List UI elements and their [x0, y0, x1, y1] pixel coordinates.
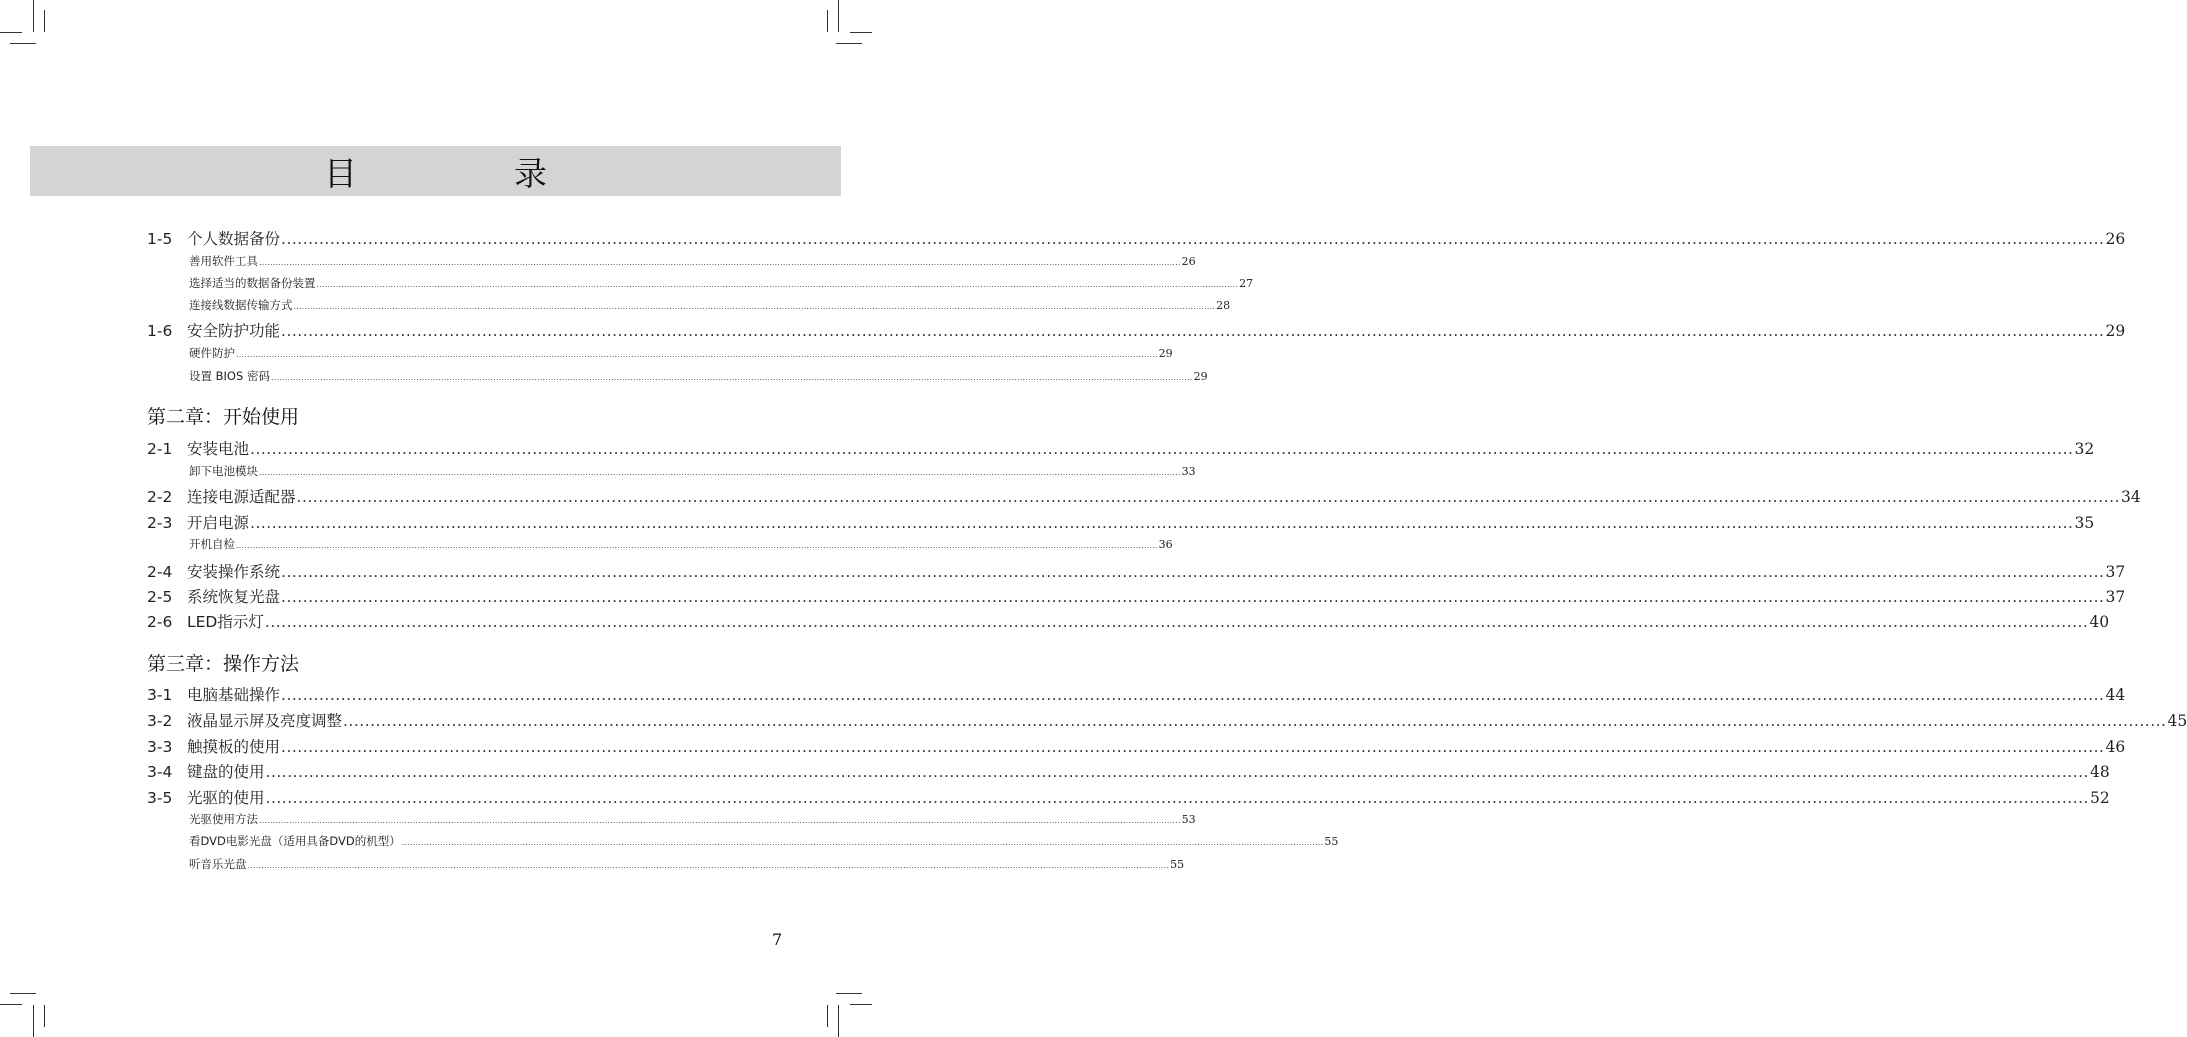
crop-mark: [827, 1005, 828, 1027]
toc-subentry-page: 29: [1158, 347, 1173, 360]
crop-mark: [850, 1004, 872, 1005]
toc-entry-number: 2-5: [147, 588, 173, 606]
toc-subentry-title: 设置 BIOS 密码: [189, 369, 270, 383]
toc-subentry-title: 善用软件工具: [189, 254, 258, 268]
toc-entry-number: 2-1: [147, 440, 173, 458]
toc-subentry-page: 53: [1181, 813, 1196, 826]
toc-entry-number: 3-5: [147, 789, 173, 807]
toc-entry-page: 45: [2167, 712, 2187, 730]
toc-subentry-page: 28: [1216, 299, 1231, 312]
toc-entry-number: 2-2: [147, 488, 173, 506]
toc-subentry[interactable]: [189, 368, 1208, 384]
toc-subentry-page: 36: [1158, 538, 1173, 551]
toc-entry[interactable]: [147, 485, 2141, 507]
toc-entry-page: 37: [2105, 563, 2126, 581]
toc-entry-title: 触摸板的使用: [187, 738, 281, 756]
toc-entry[interactable]: [147, 683, 2126, 705]
dot-leader: ................................................................................................................................................................................................................................................................................................................................................: [265, 789, 2089, 807]
dot-leader: ................................................................................................................................................................................................................................................................................................................................................: [281, 230, 2105, 248]
crop-mark: [0, 32, 22, 33]
toc-entry[interactable]: [147, 585, 2126, 607]
toc-entry-number: 2-3: [147, 514, 173, 532]
dot-leader: ................................................................................................................................................................................................................................................................................................................................................: [316, 280, 1239, 289]
toc-entry-page: 35: [2074, 514, 2095, 532]
crop-mark: [838, 1005, 839, 1037]
toc-entry[interactable]: [147, 786, 2110, 808]
toc-entry-number: 2-4: [147, 563, 173, 581]
dot-leader: ................................................................................................................................................................................................................................................................................................................................................: [281, 686, 2105, 704]
toc-subentry-title: 听音乐光盘: [189, 857, 247, 871]
crop-mark: [33, 0, 34, 32]
toc-entry-title: LED指示灯: [187, 613, 264, 631]
toc-subentry[interactable]: [189, 345, 1173, 361]
dot-leader: ................................................................................................................................................................................................................................................................................................................................................: [265, 763, 2089, 781]
toc-subentry-title: 看DVD电影光盘（适用具备DVD的机型）: [189, 834, 401, 848]
toc-subentry-title: 硬件防护: [189, 346, 235, 360]
dot-leader: ................................................................................................................................................................................................................................................................................................................................................: [259, 258, 1181, 267]
toc-subentry-title: 光驱使用方法: [189, 812, 258, 826]
toc-entry[interactable]: [147, 437, 2095, 459]
dot-leader: ................................................................................................................................................................................................................................................................................................................................................: [281, 588, 2105, 606]
dot-leader: ................................................................................................................................................................................................................................................................................................................................................: [281, 322, 2105, 340]
toc-subentry[interactable]: [189, 833, 1339, 849]
toc-entry-page: 29: [2105, 322, 2126, 340]
toc-entry[interactable]: [147, 511, 2095, 533]
toc-entry[interactable]: [147, 760, 2110, 782]
crop-mark: [838, 0, 839, 32]
toc-subentry-page: 26: [1181, 255, 1196, 268]
toc-entry-title: 系统恢复光盘: [187, 588, 281, 606]
dot-leader: ................................................................................................................................................................................................................................................................................................................................................: [247, 861, 1170, 870]
page-number: 7: [772, 930, 783, 949]
toc-entry-title: 连接电源适配器: [187, 488, 296, 506]
dot-leader: ................................................................................................................................................................................................................................................................................................................................................: [293, 302, 1216, 311]
dot-leader: ................................................................................................................................................................................................................................................................................................................................................: [259, 468, 1181, 477]
toc-entry-title: 液晶显示屏及亮度调整: [187, 712, 343, 730]
crop-mark: [10, 43, 36, 44]
toc-entry-number: 1-5: [147, 230, 173, 248]
dot-leader: ................................................................................................................................................................................................................................................................................................................................................: [296, 488, 2120, 506]
title-band: [30, 146, 841, 196]
dot-leader: ................................................................................................................................................................................................................................................................................................................................................: [401, 838, 1324, 847]
toc-entry[interactable]: [147, 735, 2126, 757]
toc-entry-number: 3-2: [147, 712, 173, 730]
crop-mark: [850, 32, 872, 33]
toc-subentry[interactable]: [189, 253, 1196, 269]
toc-subentry[interactable]: [189, 275, 1254, 291]
chapter-heading: 第三章：操作方法: [147, 653, 300, 675]
toc-entry-page: 40: [2089, 613, 2110, 631]
toc-subentry[interactable]: [189, 811, 1196, 827]
toc-entry-page: 52: [2090, 789, 2110, 807]
dot-leader: ................................................................................................................................................................................................................................................................................................................................................: [281, 563, 2105, 581]
toc-subentry-page: 33: [1181, 465, 1196, 478]
toc-subentry-page: 55: [1170, 858, 1185, 871]
dot-leader: ................................................................................................................................................................................................................................................................................................................................................: [281, 738, 2105, 756]
dot-leader: ................................................................................................................................................................................................................................................................................................................................................: [259, 816, 1181, 825]
toc-entry-page: 48: [2090, 763, 2110, 781]
toc-entry-title: 键盘的使用: [187, 763, 265, 781]
toc-entry-title: 光驱的使用: [187, 789, 265, 807]
toc-entry-number: 3-1: [147, 686, 173, 704]
dot-leader: ................................................................................................................................................................................................................................................................................................................................................: [250, 514, 2074, 532]
toc-entry[interactable]: [147, 319, 2126, 341]
toc-entry[interactable]: [147, 610, 2110, 632]
toc-subentry-title: 选择适当的数据备份装置: [189, 276, 316, 290]
crop-mark: [44, 1005, 45, 1027]
toc-subentry[interactable]: [189, 536, 1173, 552]
toc-subentry[interactable]: [189, 463, 1196, 479]
toc-entry-number: 3-3: [147, 738, 173, 756]
toc-entry-title: 安全防护功能: [187, 322, 281, 340]
toc-subentry[interactable]: [189, 856, 1185, 872]
toc-entry-page: 34: [2121, 488, 2141, 506]
toc-subentry-title: 连接线数据传输方式: [189, 298, 293, 312]
toc-entry-page: 37: [2105, 588, 2126, 606]
toc-subentry-title: 开机自检: [189, 537, 235, 551]
chapter-heading: 第二章：开始使用: [147, 406, 300, 428]
crop-mark: [827, 10, 828, 32]
toc-subentry-page: 55: [1324, 835, 1339, 848]
toc-entry-title: 安装操作系统: [187, 563, 281, 581]
toc-entry-title: 开启电源: [187, 514, 250, 532]
toc-subentry-page: 29: [1193, 370, 1208, 383]
crop-mark: [0, 1004, 22, 1005]
toc-entry-number: 2-6: [147, 613, 173, 631]
page-title: 目 录: [324, 153, 609, 193]
toc-entry-number: 1-6: [147, 322, 173, 340]
dot-leader: ................................................................................................................................................................................................................................................................................................................................................: [343, 712, 2167, 730]
crop-mark: [10, 993, 36, 994]
dot-leader: ................................................................................................................................................................................................................................................................................................................................................: [236, 541, 1158, 550]
dot-leader: ................................................................................................................................................................................................................................................................................................................................................: [264, 613, 2089, 631]
dot-leader: ................................................................................................................................................................................................................................................................................................................................................: [236, 350, 1158, 359]
toc-subentry-page: 27: [1239, 277, 1254, 290]
toc-entry-page: 46: [2105, 738, 2126, 756]
toc-subentry-title: 卸下电池模块: [189, 464, 258, 478]
crop-mark: [836, 43, 862, 44]
crop-mark: [33, 1005, 34, 1037]
toc-entry[interactable]: [147, 560, 2126, 582]
toc-entry-page: 44: [2105, 686, 2126, 704]
crop-mark: [44, 10, 45, 32]
crop-mark: [836, 993, 862, 994]
toc-subentry[interactable]: [189, 297, 1231, 313]
toc-entry-title: 电脑基础操作: [187, 686, 281, 704]
toc-entry-number: 3-4: [147, 763, 173, 781]
toc-entry[interactable]: [147, 709, 2187, 731]
dot-leader: ................................................................................................................................................................................................................................................................................................................................................: [270, 373, 1193, 382]
toc-entry-title: 安装电池: [187, 440, 250, 458]
toc-entry-page: 32: [2074, 440, 2095, 458]
toc-entry-page: 26: [2105, 230, 2126, 248]
toc-entry-title: 个人数据备份: [187, 230, 281, 248]
dot-leader: ................................................................................................................................................................................................................................................................................................................................................: [250, 440, 2074, 458]
toc-entry[interactable]: [147, 227, 2126, 249]
